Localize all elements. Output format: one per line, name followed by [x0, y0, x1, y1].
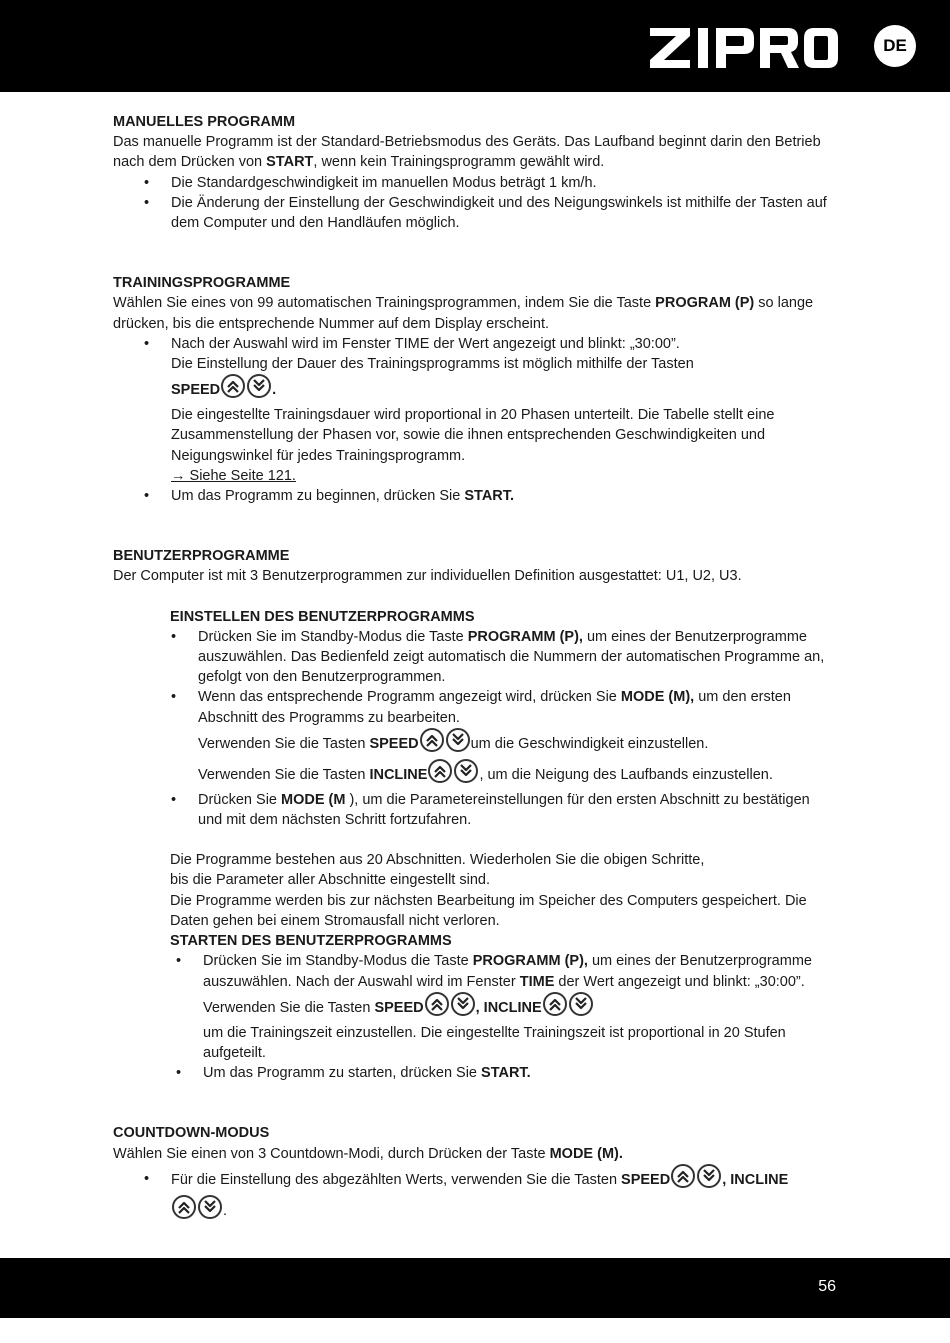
page-content — [113, 112, 835, 1226]
list-item: • Die Standardgeschwindigkeit im manuellen Modus beträgt 1 km/h. — [171, 173, 835, 193]
page-footer — [0, 1258, 950, 1318]
set-user-list — [113, 627, 835, 830]
training-intro: Wählen Sie eines von 99 automatischen Trainingsprogrammen, indem Sie die Taste PROGRAM (P) so lange drücken, bis die entsprechende Nummer auf dem Display erscheint. — [113, 295, 814, 332]
start-user-list — [113, 951, 835, 1083]
user-paragraph: bis die Parameter aller Abschnitte eingestellt sind. — [170, 872, 490, 889]
incline-up-button-icon — [172, 1195, 196, 1219]
section-title-countdown: COUNTDOWN-MODUS — [113, 1125, 270, 1142]
list-item: • Für die Einstellung des abgezählten Werts, verwenden Sie die Tasten SPEED , INCLINE . — [171, 1164, 835, 1226]
speed-up-button-icon — [425, 992, 449, 1016]
incline-up-button-icon — [428, 759, 452, 783]
speed-up-button-icon — [221, 374, 245, 398]
section-title-manual: MANUELLES PROGRAMM — [113, 114, 296, 130]
incline-down-button-icon — [569, 992, 593, 1016]
speed-down-button-icon — [446, 728, 470, 752]
zipro-logo — [648, 22, 840, 72]
speed-up-button-icon — [671, 1164, 695, 1188]
page-header — [0, 0, 950, 92]
list-item: • Drücken Sie MODE (M ), um die Parametereinstellungen für den ersten Abschnitt zu bestätigen und mit dem nächsten Schritt fortzufahren. — [198, 790, 835, 830]
incline-down-button-icon — [198, 1195, 222, 1219]
countdown-intro: Wählen Sie einen von 3 Countdown-Modi, durch Drücken der Taste MODE (M). — [113, 1145, 623, 1162]
user-paragraph: Die Programme werden bis zur nächsten Bearbeitung im Speicher des Computers gespeichert. Die Daten gehen bei einem Stromausfall nicht verloren. — [170, 892, 807, 929]
user-paragraph: Die Programme bestehen aus 20 Abschnitten. Wiederholen Sie die obigen Schritte, — [170, 852, 705, 869]
training-list — [113, 334, 835, 506]
list-item: • Drücken Sie im Standby-Modus die Taste PROGRAMM (P), um eines der Benutzerprogramme auszuwählen. Das Bedienfeld zeigt automatisch die Nummern der automatischen Programme an, gefolgt von den Benutzerprogrammen. — [198, 627, 835, 688]
manual-list — [113, 173, 835, 234]
speed-down-button-icon — [451, 992, 475, 1016]
page-number: 56 — [818, 1278, 836, 1295]
user-intro: Der Computer ist mit 3 Benutzerprogrammen zur individuellen Definition ausgestattet: U1, U2, U3. — [113, 568, 742, 585]
section-title-training: TRAININGSPROGRAMME — [113, 275, 291, 292]
list-item: • Drücken Sie im Standby-Modus die Taste PROGRAMM (P), um eines der Benutzerprogramme auszuwählen. Nach der Auswahl wird im Fenster TIME der Wert angezeigt und blinkt: „30:00”. Verwenden Sie die Tasten SPEED , INCLINE um die Trainingszeit einzustellen. Die eingestellte Trainingszeit ist proportional in 20 Stufen aufgeteilt. — [203, 951, 835, 1063]
speed-up-button-icon — [420, 728, 444, 752]
list-item: • Wenn das entsprechende Programm angezeigt wird, drücken Sie MODE (M), um den ersten Abschnitt des Programms zu bearbeiten. Verwenden Sie die Tasten SPEED um die Geschwindigkeit einzustellen. Verwenden Sie die Tasten INCLINE , um die Neigung des Laufbands einzustellen. — [198, 687, 835, 789]
incline-up-button-icon — [543, 992, 567, 1016]
speed-down-button-icon — [697, 1164, 721, 1188]
subsection-title-start-user: STARTEN DES BENUTZERPROGRAMMS — [170, 933, 452, 950]
list-item: • Nach der Auswahl wird im Fenster TIME der Wert angezeigt und blinkt: „30:00”. Die Einstellung der Dauer des Trainingsprogramms ist möglich mithilfe der Tasten SPEED . Die eingestellte Trainingsdauer wird proportional in 20 Phasen unterteilt. Die Tabelle stellt eine Zusammenstellung der Phasen vor, sowie die ihnen entsprechenden Geschwindigkeiten und Neigungswinkel für jedes Trainingsprogramm. → Siehe Seite 121. — [171, 334, 835, 486]
incline-down-button-icon — [454, 759, 478, 783]
countdown-list — [113, 1164, 835, 1226]
list-item: • Um das Programm zu beginnen, drücken Sie START. — [171, 486, 835, 506]
speed-down-button-icon — [247, 374, 271, 398]
section-title-user: BENUTZERPROGRAMME — [113, 548, 290, 565]
manual-intro: Das manuelle Programm ist der Standard-Betriebsmodus des Geräts. Das Laufband beginnt darin den Betrieb nach dem Drücken von START, wenn kein Trainingsprogramm gewählt wird. — [113, 134, 821, 171]
language-badge: DE — [874, 25, 916, 67]
list-item: • Um das Programm zu starten, drücken Sie START. — [203, 1063, 835, 1083]
subsection-title-set-user: EINSTELLEN DES BENUTZERPROGRAMMS — [170, 608, 475, 625]
see-page-link[interactable]: → Siehe Seite 121. — [171, 467, 296, 484]
list-item: • Die Änderung der Einstellung der Geschwindigkeit und des Neigungswinkels ist mithilfe der Tasten auf dem Computer und den Handläufen möglich. — [171, 193, 835, 233]
